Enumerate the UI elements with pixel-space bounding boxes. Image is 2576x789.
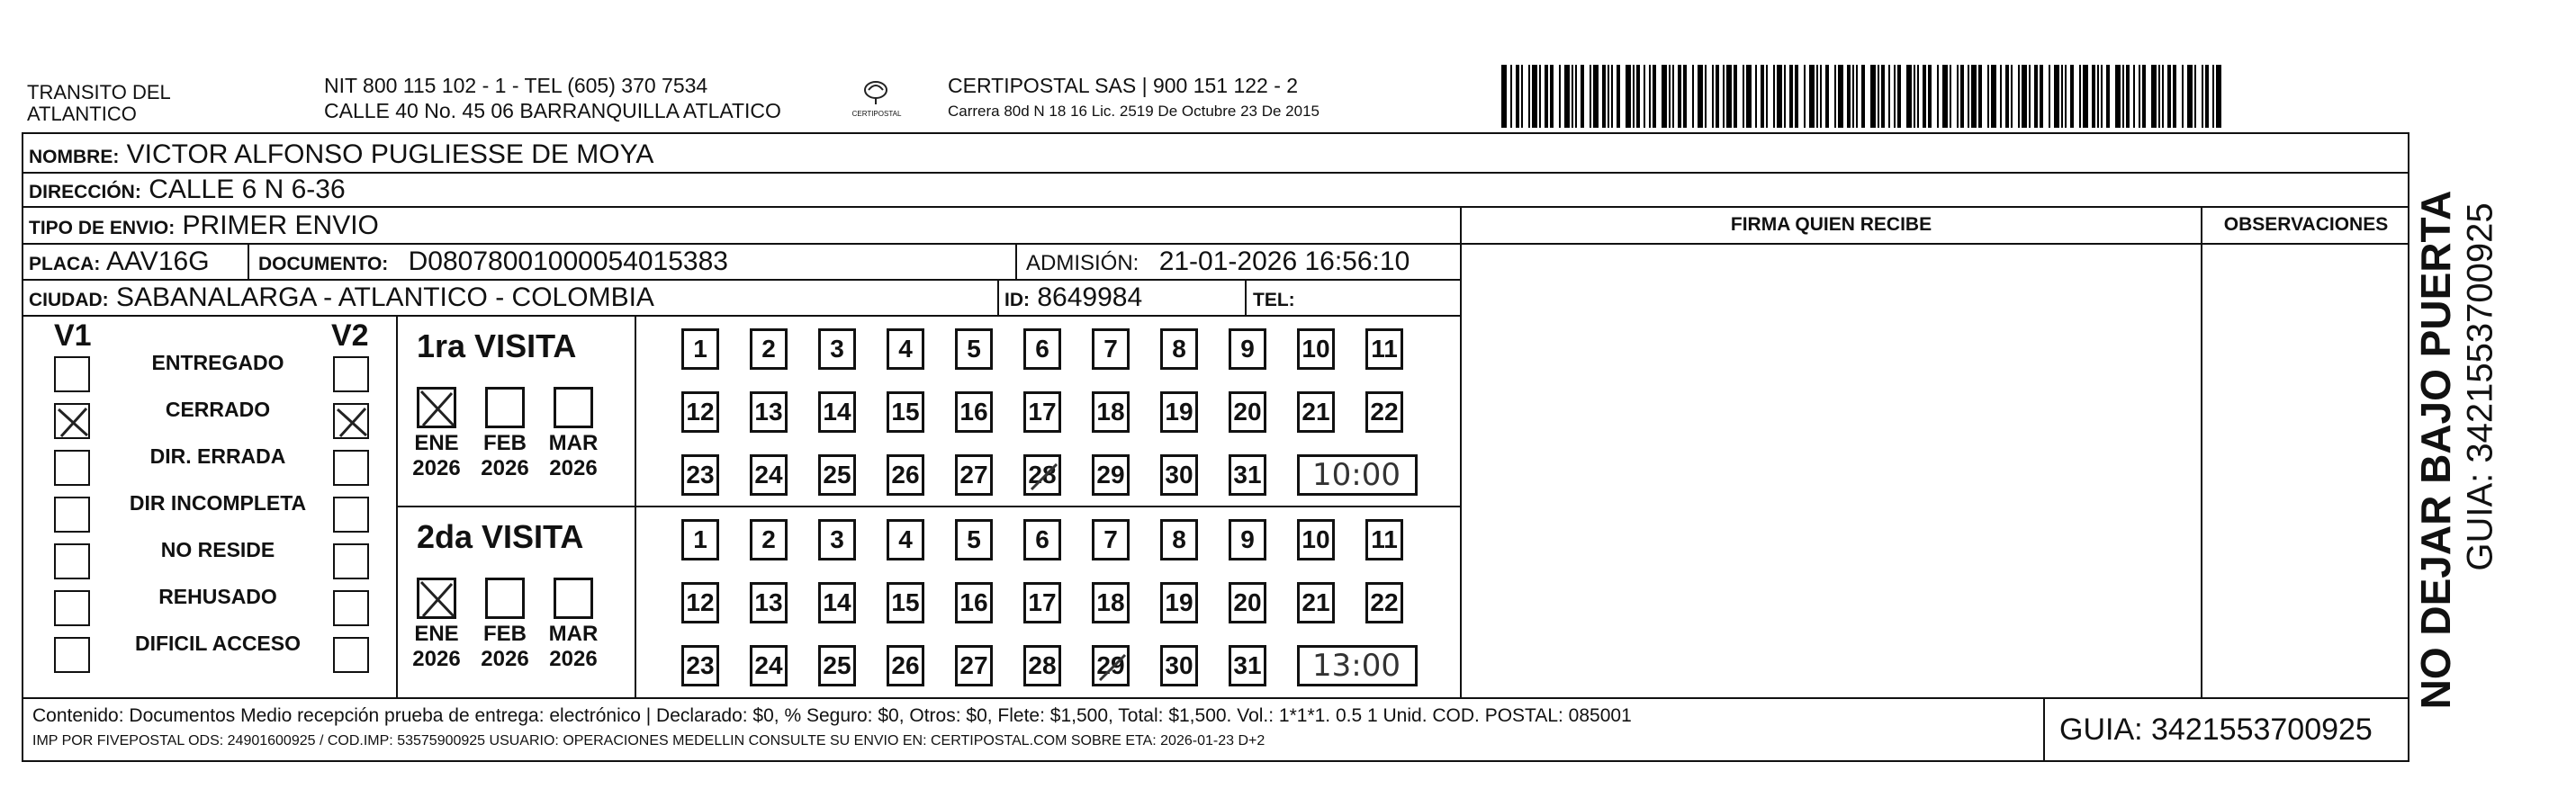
day-box[interactable]: 24: [750, 645, 788, 686]
barcode-bar: [2065, 65, 2067, 128]
issuer-address: CALLE 40 No. 45 06 BARRANQUILLA ATLATICO: [324, 99, 781, 122]
day-box[interactable]: 31: [1229, 454, 1266, 496]
day-box[interactable]: 18: [1092, 582, 1130, 623]
visit-time-note: 13:00: [1312, 648, 1401, 684]
day-box[interactable]: 20: [1229, 582, 1266, 623]
barcode-bar: [2173, 65, 2176, 128]
barcode-bar: [2205, 65, 2209, 128]
barcode-bar: [1881, 65, 1885, 128]
barcode-bar: [1888, 65, 1890, 128]
barcode-bar: [1723, 65, 1725, 128]
day-box[interactable]: 17: [1023, 582, 1061, 623]
imp-text: IMP POR FIVEPOSTAL ODS: 24901600925 / COD.IMP: 53575900925 USUARIO: OPERACIONES MEDELLIN CONSULTE SU ENVIO EN: CERTIPOSTAL.COM SOBRE ETA: 2026-01-23 D+2: [32, 733, 1265, 749]
barcode-bar: [2115, 65, 2121, 128]
month-label: ENE: [414, 431, 459, 455]
day-box[interactable]: 31: [1229, 645, 1266, 686]
barcode-bar: [1789, 65, 1793, 128]
documento-field: [258, 247, 728, 280]
barcode-bar: [1894, 65, 1896, 128]
barcode: [1501, 65, 2230, 128]
firma-label: FIRMA QUIEN RECIBE: [1730, 214, 1932, 235]
status-label: DIR. ERRADA: [149, 444, 286, 468]
day-box[interactable]: 4: [887, 519, 924, 560]
day-box[interactable]: 9: [1229, 519, 1266, 560]
barcode-bar: [2079, 65, 2081, 128]
barcode-bar: [1897, 65, 1901, 128]
barcode-bar: [1991, 65, 1996, 128]
observaciones-label: OBSERVACIONES: [2223, 214, 2389, 235]
day-box[interactable]: 19: [1160, 582, 1198, 623]
barcode-bar: [1683, 65, 1687, 128]
month-checkbox[interactable]: [554, 578, 593, 619]
month-checkbox[interactable]: [485, 578, 525, 619]
day-box[interactable]: 12: [681, 391, 719, 433]
barcode-bar: [1705, 65, 1707, 128]
day-box[interactable]: 25: [818, 645, 856, 686]
day-box[interactable]: 11: [1365, 519, 1403, 560]
day-box[interactable]: 28: [1023, 454, 1061, 496]
day-box[interactable]: 17: [1023, 391, 1061, 433]
barcode-bar: [1572, 65, 1573, 128]
documento-value: D08078001000054015383: [408, 247, 728, 276]
day-box[interactable]: 2: [750, 519, 788, 560]
ciudad-label: CIUDAD:: [29, 290, 109, 310]
barcode-bar: [1636, 65, 1640, 128]
issuer-nit: NIT 800 115 102 - 1 - TEL (605) 370 7534: [324, 74, 708, 97]
tipo-envio-label: TIPO DE ENVIO:: [29, 218, 176, 238]
month-label: FEB: [483, 622, 527, 646]
barcode-bar: [1957, 65, 1959, 128]
documento-label: DOCUMENTO:: [258, 254, 389, 274]
barcode-bar: [2034, 65, 2038, 128]
barcode-bar: [2216, 65, 2221, 128]
id-label: ID:: [1004, 290, 1030, 310]
day-box[interactable]: 22: [1365, 391, 1403, 433]
barcode-bar: [1852, 65, 1854, 128]
barcode-bar: [2092, 65, 2095, 128]
barcode-bar: [1847, 65, 1851, 128]
barcode-bar: [1795, 65, 1798, 128]
barcode-bar: [1755, 65, 1757, 128]
barcode-bar: [2187, 65, 2193, 128]
day-box[interactable]: 13: [750, 391, 788, 433]
day-box[interactable]: 28: [1023, 645, 1061, 686]
day-box[interactable]: 3: [818, 328, 856, 370]
barcode-bar: [2011, 65, 2013, 128]
day-box[interactable]: 5: [955, 328, 993, 370]
barcode-bar: [2142, 65, 2146, 128]
month-year: 2026: [481, 647, 529, 671]
day-box[interactable]: 27: [955, 454, 993, 496]
barcode-bar: [2162, 65, 2164, 128]
barcode-bar: [1532, 65, 1537, 128]
day-box[interactable]: 6: [1023, 519, 1061, 560]
barcode-bar: [1834, 65, 1836, 128]
nombre-value: VICTOR ALFONSO PUGLIESSE DE MOYA: [126, 139, 654, 169]
barcode-bar: [2018, 65, 2020, 128]
side-guia: GUIA: 3421553700925: [2460, 202, 2500, 571]
day-mark-icon: [1094, 648, 1130, 687]
barcode-bar: [1692, 65, 1694, 128]
barcode-bar: [1816, 65, 1818, 128]
placa-label: PLACA:: [29, 254, 101, 274]
month-year: 2026: [412, 456, 461, 480]
placa-field: [29, 247, 210, 280]
barcode-bar: [1602, 65, 1606, 128]
barcode-bar: [2212, 65, 2214, 128]
day-box[interactable]: 26: [887, 645, 924, 686]
barcode-bar: [2000, 65, 2002, 128]
barcode-bar: [1716, 65, 1719, 128]
barcode-bar: [2083, 65, 2088, 128]
barcode-bar: [1978, 65, 1982, 128]
day-box[interactable]: 27: [955, 645, 993, 686]
company-line: CERTIPOSTAL SAS | 900 151 122 - 2: [948, 74, 1299, 97]
barcode-bar: [2126, 65, 2130, 128]
barcode-bar: [2005, 65, 2009, 128]
day-box[interactable]: 16: [955, 582, 993, 623]
id-value: 8649984: [1037, 282, 1143, 312]
barcode-bar: [1539, 65, 1541, 128]
barcode-bar: [2182, 65, 2184, 128]
certipostal-logo: [851, 74, 901, 124]
barcode-bar: [1575, 65, 1577, 128]
barcode-bar: [2151, 65, 2157, 128]
v1-label: V1: [54, 318, 92, 353]
month-checkbox[interactable]: [417, 387, 456, 428]
barcode-bar: [1590, 65, 1591, 128]
day-box[interactable]: 7: [1092, 519, 1130, 560]
day-box[interactable]: 29: [1092, 645, 1130, 686]
admision-label: ADMISIÓN:: [1026, 251, 1139, 275]
month-year: 2026: [481, 456, 529, 480]
day-box[interactable]: 23: [681, 454, 719, 496]
day-box[interactable]: 18: [1092, 391, 1130, 433]
day-box[interactable]: 26: [887, 454, 924, 496]
barcode-bar: [1777, 65, 1782, 128]
check-x-icon: [419, 580, 455, 618]
barcode-bar: [1653, 65, 1656, 128]
barcode-bar: [1649, 65, 1651, 128]
day-box[interactable]: 14: [818, 582, 856, 623]
barcode-bar: [1856, 65, 1858, 128]
id-field: [1004, 282, 1142, 316]
day-box[interactable]: 4: [887, 328, 924, 370]
nombre-label: NOMBRE:: [29, 147, 120, 167]
barcode-bar: [1950, 65, 1951, 128]
barcode-bar: [1608, 65, 1609, 128]
tipo-envio-field: [29, 211, 379, 244]
day-box[interactable]: 7: [1092, 328, 1130, 370]
v2-label: V2: [331, 318, 369, 353]
month-label: FEB: [483, 431, 527, 455]
firma-header: [1462, 214, 2201, 236]
day-box[interactable]: 6: [1023, 328, 1061, 370]
nombre-field: [29, 139, 653, 173]
day-box[interactable]: 20: [1229, 391, 1266, 433]
day-box[interactable]: 25: [818, 454, 856, 496]
barcode-bar: [1559, 65, 1561, 128]
check-x-icon: [419, 390, 455, 427]
barcode-bar: [2106, 65, 2110, 128]
barcode-bar: [2122, 65, 2124, 128]
month-year: 2026: [412, 647, 461, 671]
month-year: 2026: [549, 456, 598, 480]
day-box[interactable]: 22: [1365, 582, 1403, 623]
barcode-bar: [2040, 65, 2043, 128]
barcode-bar: [1564, 65, 1570, 128]
day-box[interactable]: 1: [681, 328, 719, 370]
barcode-bar: [2202, 65, 2203, 128]
barcode-bar: [1626, 65, 1631, 128]
barcode-bar: [1678, 65, 1681, 128]
month-checkbox[interactable]: [485, 387, 525, 428]
day-box[interactable]: 16: [955, 391, 993, 433]
visit-time-box[interactable]: [1297, 645, 1418, 686]
barcode-bar: [1809, 65, 1815, 128]
day-box[interactable]: 9: [1229, 328, 1266, 370]
direccion-field: [29, 175, 346, 208]
footer-guia: GUIA: 3421553700925: [2059, 713, 2373, 747]
barcode-bar: [1611, 65, 1613, 128]
visit-time-box[interactable]: [1297, 454, 1418, 496]
day-box[interactable]: 29: [1092, 454, 1130, 496]
issuer-name-line1: TRANSITO DEL: [27, 81, 171, 103]
placa-value: AAV16G: [106, 247, 210, 276]
visit-title: 1ra VISITA: [417, 327, 577, 364]
barcode-bar: [2022, 65, 2027, 128]
month-checkbox[interactable]: [417, 578, 456, 619]
issuer-name-line2: ATLANTICO: [27, 103, 137, 125]
barcode-bar: [1838, 65, 1843, 128]
barcode-bar: [1914, 65, 1915, 128]
day-box[interactable]: 24: [750, 454, 788, 496]
barcode-bar: [1516, 65, 1519, 128]
month-year: 2026: [549, 647, 598, 671]
status-label: DIFICIL ACCESO: [134, 632, 301, 655]
barcode-bar: [1766, 65, 1768, 128]
barcode-bar: [1550, 65, 1554, 128]
day-box[interactable]: 21: [1297, 582, 1335, 623]
barcode-bar: [1644, 65, 1645, 128]
logo-text: CERTIPOSTAL: [851, 110, 902, 118]
barcode-bar: [1672, 65, 1674, 128]
status-label: DIR INCOMPLETA: [129, 491, 307, 515]
barcode-bar: [2158, 65, 2160, 128]
barcode-bar: [1743, 65, 1744, 128]
month-label: ENE: [414, 622, 459, 646]
barcode-bar: [2133, 65, 2135, 128]
barcode-bar: [1968, 65, 1969, 128]
status-label: NO RESIDE: [160, 538, 275, 561]
barcode-bar: [1971, 65, 1977, 128]
barcode-bar: [1734, 65, 1737, 128]
day-box[interactable]: 8: [1160, 519, 1198, 560]
barcode-bar: [1870, 65, 1876, 128]
month-label: MAR: [548, 431, 599, 455]
barcode-bar: [1960, 65, 1964, 128]
barcode-bar: [1545, 65, 1548, 128]
visit-time-note: 10:00: [1312, 457, 1401, 493]
day-box[interactable]: 5: [955, 519, 993, 560]
ciudad-field: [29, 282, 654, 316]
barcode-bar: [2194, 65, 2196, 128]
barcode-bar: [2061, 65, 2063, 128]
barcode-bar: [2049, 65, 2050, 128]
contenido-text: Contenido: Documentos Medio recepción prueba de entrega: electrónico | Declarado: $0, % Seguro: $0, Otros: $0, Flete: $1,500, Total: $1,500. Vol.: 1*1*1. 0.5 1 Unid. COD. POSTAL: 085001: [32, 705, 1632, 726]
side-warning: NO DEJAR BAJO PUERTA: [2412, 190, 2459, 710]
observaciones-header: [2202, 214, 2409, 236]
day-box[interactable]: 13: [750, 582, 788, 623]
tipo-envio-value: PRIMER ENVIO: [182, 211, 379, 240]
barcode-bar: [1633, 65, 1635, 128]
tel-field: [1253, 282, 1295, 316]
barcode-bar: [1878, 65, 1879, 128]
barcode-bar: [1528, 65, 1530, 128]
barcode-bar: [1906, 65, 1912, 128]
barcode-bar: [1698, 65, 1703, 128]
day-box[interactable]: 11: [1365, 328, 1403, 370]
barcode-bar: [1923, 65, 1926, 128]
day-box[interactable]: 14: [818, 391, 856, 433]
barcode-bar: [1917, 65, 1919, 128]
status-label: ENTREGADO: [151, 351, 284, 374]
barcode-bar: [1784, 65, 1786, 128]
barcode-bar: [2139, 65, 2140, 128]
barcode-bar: [1712, 65, 1714, 128]
barcode-bar: [2167, 65, 2171, 128]
barcode-bar: [1617, 65, 1620, 128]
day-box[interactable]: 3: [818, 519, 856, 560]
barcode-bar: [1861, 65, 1865, 128]
barcode-bar: [1987, 65, 1989, 128]
day-box[interactable]: 2: [750, 328, 788, 370]
barcode-bar: [1804, 65, 1806, 128]
month-checkbox[interactable]: [554, 387, 593, 428]
status-label: CERRADO: [165, 398, 271, 421]
barcode-bar: [1510, 65, 1512, 128]
day-box[interactable]: 15: [887, 391, 924, 433]
barcode-bar: [2070, 65, 2074, 128]
barcode-bar: [2029, 65, 2031, 128]
barcode-bar: [1581, 65, 1584, 128]
barcode-bar: [1669, 65, 1671, 128]
visit-title: 2da VISITA: [417, 518, 584, 555]
direccion-label: DIRECCIÓN:: [29, 182, 141, 202]
day-box[interactable]: 30: [1160, 645, 1198, 686]
barcode-bar: [1746, 65, 1752, 128]
ciudad-value: SABANALARGA - ATLANTICO - COLOMBIA: [116, 282, 654, 312]
day-box[interactable]: 30: [1160, 454, 1198, 496]
day-box[interactable]: 10: [1297, 519, 1335, 560]
barcode-bar: [1761, 65, 1764, 128]
barcode-bar: [1773, 65, 1775, 128]
barcode-bar: [1928, 65, 1932, 128]
barcode-bar: [1942, 65, 1948, 128]
direccion-value: CALLE 6 N 6-36: [149, 175, 346, 204]
company-sub: Carrera 80d N 18 16 Lic. 2519 De Octubre 23 De 2015: [948, 103, 1320, 120]
barcode-bar: [1501, 65, 1507, 128]
day-box[interactable]: 15: [887, 582, 924, 623]
barcode-bar: [2097, 65, 2099, 128]
day-box[interactable]: 19: [1160, 391, 1198, 433]
barcode-bar: [2101, 65, 2103, 128]
month-label: MAR: [548, 622, 599, 646]
tel-label: TEL:: [1253, 290, 1295, 310]
status-label: REHUSADO: [158, 585, 277, 608]
admision-value: 21-01-2026 16:56:10: [1158, 247, 1410, 276]
barcode-bar: [1937, 65, 1939, 128]
day-box[interactable]: 10: [1297, 328, 1335, 370]
barcode-bar: [1662, 65, 1667, 128]
day-box[interactable]: 12: [681, 582, 719, 623]
barcode-bar: [2054, 65, 2059, 128]
day-box[interactable]: 1: [681, 519, 719, 560]
barcode-bar: [1521, 65, 1523, 128]
day-box[interactable]: 8: [1160, 328, 1198, 370]
barcode-bar: [1726, 65, 1732, 128]
barcode-bar: [1825, 65, 1829, 128]
day-mark-icon: [1026, 457, 1062, 497]
day-box[interactable]: 21: [1297, 391, 1335, 433]
day-box[interactable]: 23: [681, 645, 719, 686]
barcode-bar: [1593, 65, 1599, 128]
barcode-bar: [1820, 65, 1822, 128]
admision-field: [1026, 247, 1410, 279]
